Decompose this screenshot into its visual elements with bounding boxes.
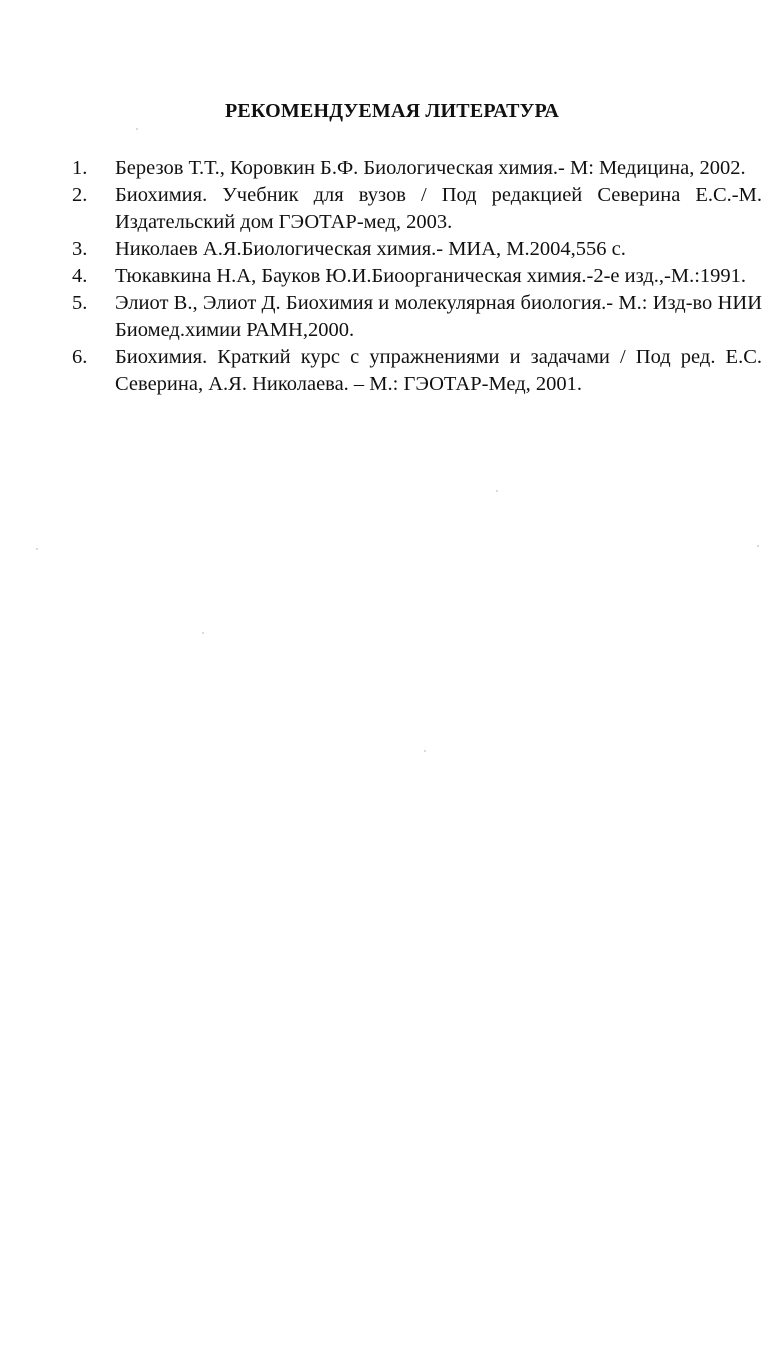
scan-speck xyxy=(424,750,426,752)
scan-speck xyxy=(757,545,759,547)
list-item xyxy=(72,182,762,236)
list-item xyxy=(72,155,762,182)
list-item-text: Николаев А.Я.Биологическая химия.- МИА, М.2004,556 с. xyxy=(115,238,626,260)
list-item-number: 3. xyxy=(72,238,88,260)
list-item xyxy=(72,344,762,398)
reference-list xyxy=(72,155,762,398)
list-item-text: Биохимия. Краткий курс с упражнениями и задачами / Под ред. Е.С. Северина, А.Я. Николаева. – М.: ГЭОТАР-Мед, 2001. xyxy=(115,346,762,395)
list-item-number: 4. xyxy=(72,265,88,287)
list-item-text: Березов Т.Т., Коровкин Б.Ф. Биологическая химия.- М: Медицина, 2002. xyxy=(115,157,746,179)
list-item xyxy=(72,263,762,290)
scan-speck xyxy=(136,128,138,130)
list-item xyxy=(72,236,762,263)
page-title: РЕКОМЕНДУЕМАЯ ЛИТЕРАТУРА xyxy=(224,100,560,122)
list-item-text: Биохимия. Учебник для вузов / Под редакцией Северина Е.С.-М. Издательский дом ГЭОТАР-мед, 2003. xyxy=(115,184,762,233)
list-item-text: Элиот В., Элиот Д. Биохимия и молекулярная биология.- М.: Изд-во НИИ Биомед.химии РАМН,2000. xyxy=(115,292,762,341)
list-item-number: 2. xyxy=(72,184,88,206)
scan-speck xyxy=(496,490,498,492)
list-item-number: 1. xyxy=(72,157,88,179)
list-item-number: 6. xyxy=(72,346,88,368)
scan-speck xyxy=(36,548,38,550)
list-item-text: Тюкавкина Н.А, Бауков Ю.И.Биоорганическая химия.-2-е изд.,-М.:1991. xyxy=(115,265,747,287)
list-item xyxy=(72,290,762,344)
list-item-number: 5. xyxy=(72,292,88,314)
scan-speck xyxy=(202,632,204,634)
